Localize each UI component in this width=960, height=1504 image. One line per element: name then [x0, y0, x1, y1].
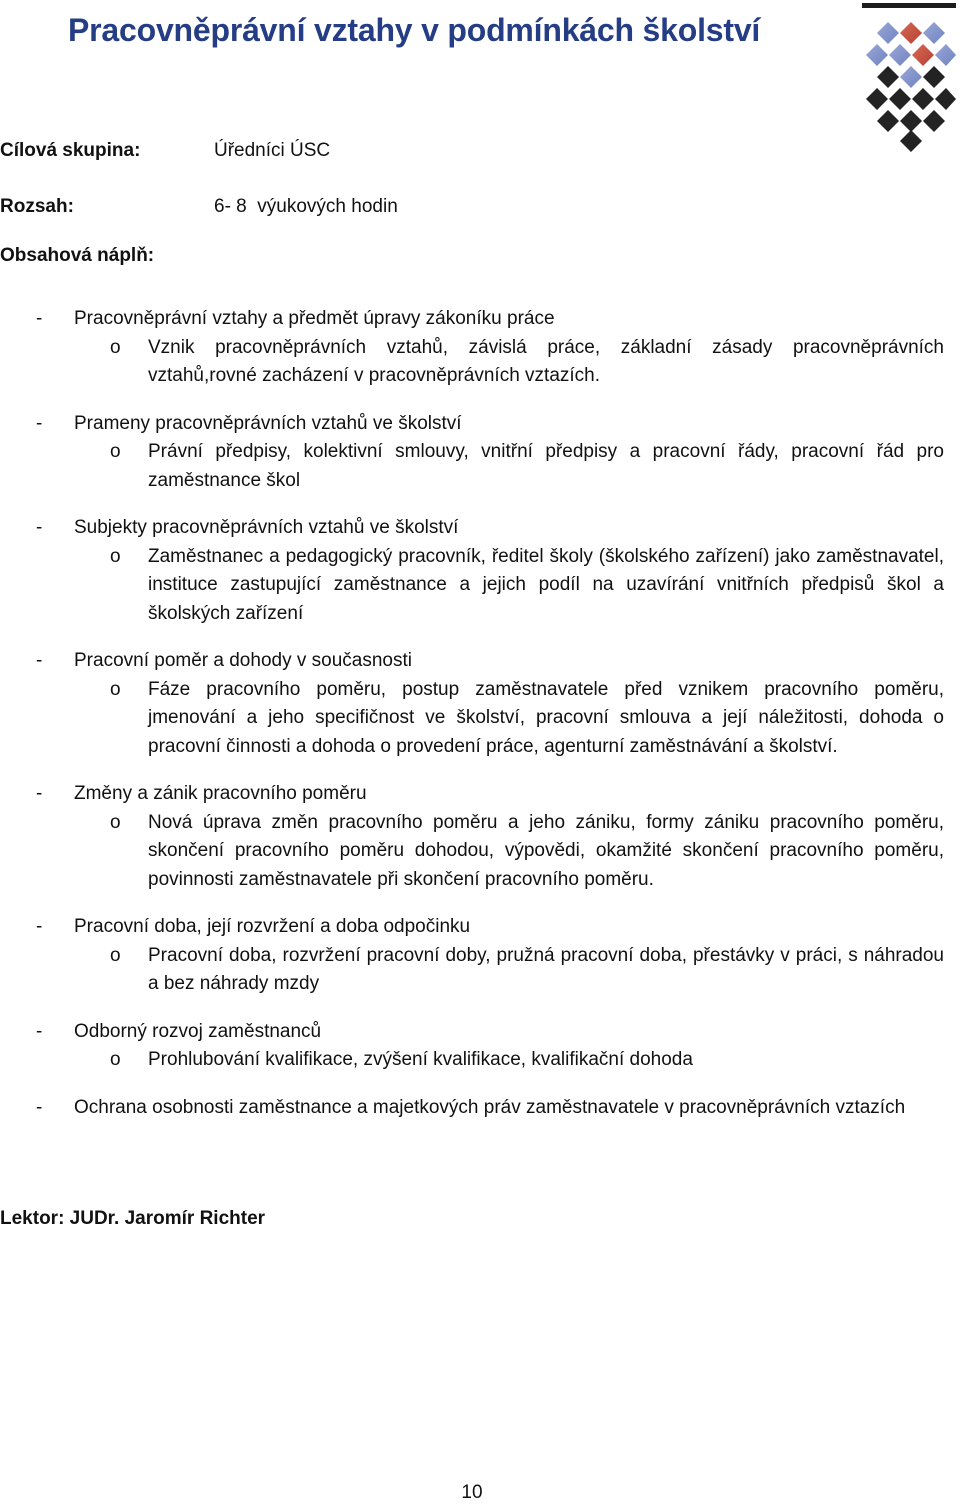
logo-diamond	[877, 22, 899, 44]
dash-marker: -	[36, 916, 43, 937]
topic-section	[0, 1018, 944, 1075]
dash-marker: -	[36, 1096, 43, 1118]
topic-item	[0, 1094, 944, 1123]
topic-heading: Pracovní poměr a dohody v současnosti	[74, 650, 412, 671]
topic-item	[0, 410, 944, 439]
topic-section	[0, 410, 944, 496]
topic-section	[0, 913, 944, 999]
diamond-lattice-logo-icon	[866, 18, 956, 154]
scope-label: Rozsah:	[0, 196, 74, 217]
topic-heading: Pracovní doba, její rozvržení a doba odpočinku	[74, 916, 471, 937]
sub-item-text: Pracovní doba, rozvržení pracovní doby, pružná pracovní doba, přestávky v práci, s náhradou a bez náhrady mzdy	[148, 944, 944, 994]
logo-diamond	[923, 66, 945, 88]
logo-diamond	[866, 44, 888, 66]
scope-value: 6- 8 výukových hodin	[214, 196, 398, 217]
logo-diamond	[900, 66, 922, 88]
topic-section	[0, 305, 944, 391]
sub-item-text: Fáze pracovního poměru, postup zaměstnavatele před vznikem pracovního poměru, jmenování a jeho specifičnost ve školství, pracovní smlouva a její náležitosti, dohoda o pracovní činnosti a dohoda o provedení práce, agenturní zaměstnávání a školství.	[148, 678, 944, 757]
topic-item	[0, 1018, 944, 1047]
logo-diamond	[912, 44, 934, 66]
bullet-marker: o	[110, 545, 121, 567]
bullet-marker: o	[110, 336, 121, 358]
target-group-label: Cílová skupina:	[0, 140, 141, 161]
sub-item	[110, 1046, 944, 1075]
page-number: 10	[461, 1482, 483, 1503]
topic-item	[0, 647, 944, 676]
bullet-marker: o	[110, 1049, 121, 1070]
page-title: Pracovněprávní vztahy v podmínkách školství	[68, 12, 761, 48]
topic-heading: Prameny pracovněprávních vztahů ve školství	[74, 412, 462, 434]
bullet-marker: o	[110, 944, 121, 966]
sub-item-text: Nová úprava změn pracovního poměru a jeho zániku, formy zániku pracovního poměru, skončení pracovního poměru dohodou, výpovědi, okamžité skončení pracovního poměru, povinnosti zaměstnavatele při skončení pracovního poměru.	[148, 811, 944, 890]
sub-item	[110, 438, 944, 495]
logo-top-bar	[862, 3, 956, 8]
topic-item	[0, 305, 944, 334]
logo-diamond	[912, 88, 934, 110]
sub-item	[110, 676, 944, 762]
logo-diamond	[889, 44, 911, 66]
sub-item-text: Zaměstnanec a pedagogický pracovník, ředitel školy (školského zařízení) jako zaměstnavatel, instituce zastupující zaměstnance a jejich podíl na uzavírání vnitřních předpisů škol a školských zařízení	[148, 545, 944, 624]
logo-diamond	[877, 110, 899, 132]
topic-section	[0, 780, 944, 894]
dash-marker: -	[36, 517, 43, 538]
sub-item-text: Vznik pracovněprávních vztahů, závislá práce, základní zásady pracovněprávních vztahů,rovné zacházení v pracovněprávních vztazích.	[148, 336, 944, 386]
bullet-marker: o	[110, 441, 121, 462]
logo-diamond	[900, 110, 922, 132]
dash-marker: -	[36, 308, 43, 329]
sub-item	[110, 942, 944, 999]
topic-section	[0, 1094, 944, 1123]
sub-item-text: Právní předpisy, kolektivní smlouvy, vnitřní předpisy a pracovní řády, pracovní řád pro zaměstnance škol	[148, 441, 944, 491]
target-group-value: Úředníci ÚSC	[214, 140, 331, 161]
logo-diamond	[923, 110, 945, 132]
logo-diamond	[877, 66, 899, 88]
topic-heading: Změny a zánik pracovního poměru	[74, 783, 367, 804]
dash-marker: -	[36, 783, 43, 804]
lector-line: Lektor: JUDr. Jaromír Richter	[0, 1208, 266, 1229]
topic-item	[0, 514, 944, 543]
topic-item	[0, 913, 944, 942]
bullet-marker: o	[110, 678, 121, 700]
topic-item	[0, 780, 944, 809]
logo-diamond	[900, 130, 922, 152]
logo-diamond	[900, 22, 922, 44]
sub-item	[110, 334, 944, 391]
topic-section	[0, 514, 944, 628]
topic-heading: Subjekty pracovněprávních vztahů ve školství	[74, 517, 459, 538]
topic-section	[0, 647, 944, 761]
content-label: Obsahová náplň:	[0, 245, 155, 266]
topic-list	[0, 305, 944, 1141]
logo-diamond	[935, 44, 956, 66]
bullet-marker: o	[110, 811, 121, 833]
dash-marker: -	[36, 412, 43, 434]
topic-heading: Pracovněprávní vztahy a předmět úpravy zákoníku práce	[74, 308, 555, 329]
dash-marker: -	[36, 1020, 43, 1042]
logo-diamond	[935, 88, 956, 110]
topic-heading: Odborný rozvoj zaměstnanců	[74, 1020, 322, 1042]
logo-diamond	[866, 88, 888, 110]
logo-diamond	[889, 88, 911, 110]
sub-item-text: Prohlubování kvalifikace, zvýšení kvalifikace, kvalifikační dohoda	[148, 1049, 693, 1070]
dash-marker: -	[36, 650, 43, 671]
topic-heading: Ochrana osobnosti zaměstnance a majetkových práv zaměstnavatele v pracovněprávních vztazích	[74, 1096, 906, 1118]
sub-item	[110, 543, 944, 629]
sub-item	[110, 809, 944, 895]
logo-diamond	[923, 22, 945, 44]
